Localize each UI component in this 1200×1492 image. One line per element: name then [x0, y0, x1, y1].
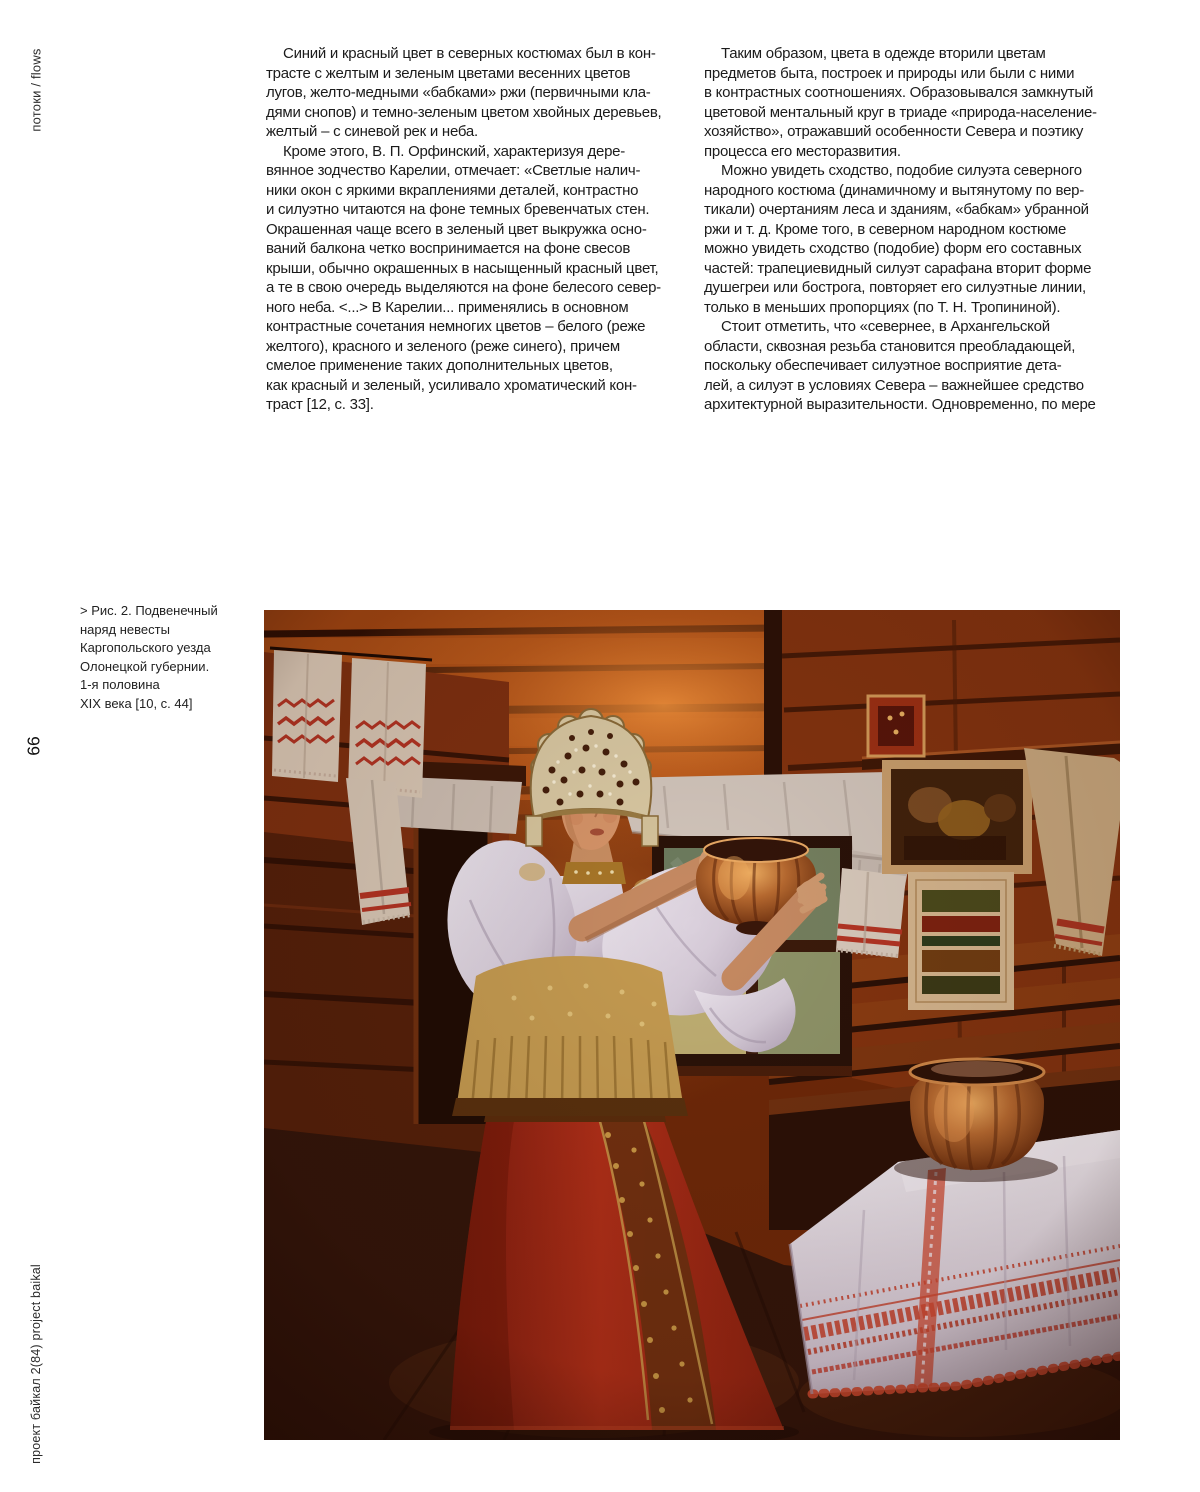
- paragraph: Синий и красный цвет в северных костюмах был в кон- трасте с желтым и зеленым цветами весенних цветов лугов, желто-медными «бабками» ржи (первичными кла- дями снопов) и темно-зеленым цветом хвойных деревьев, желтый – с синевой рек и неба.: [266, 45, 662, 140]
- journal-section-label: потоки / flows: [28, 48, 44, 132]
- journal-footer-label: проект байкал 2(84) project baikal: [29, 1264, 43, 1464]
- paragraph: Можно увидеть сходство, подобие силуэта северного народного костюма (динамичному и вытянутому по вер- тикали) очертаниям леса и зданиям, «бабкам» убранной ржи и т. д. Кроме того, в северном народном костюме можно увидеть сходство (подобие) форм его составных частей: трапециевидный силуэт сарафана вторит форме душегреи или бострога, повторяет его силуэтные линии, только в меньших пропорциях (по Т. Н. Тропининой).: [704, 162, 1092, 316]
- paragraph: Стоит отметить, что «севернее, в Архангельской области, сквозная резьба становится преобладающей, поскольку обеспечивает силуэтное восприятие дета- лей, а силуэт в условиях Севера – важнейшее средство архитектурной выразительности. Одновременно, по мере: [704, 318, 1096, 413]
- text-column-right: [704, 44, 1156, 415]
- photo-vignette: [264, 610, 1120, 1440]
- paragraph: Таким образом, цвета в одежде вторили цветам предметов быта, построек и природы или были с ними в контрастных соотношениях. Образовывался замкнутый цветовой ментальный круг в триаде «природа-население- хозяйство», отражавший особенности Севера и поэтику процесса его месторазвития.: [704, 45, 1097, 160]
- bride-photo-illustration: [264, 610, 1120, 1440]
- paragraph: Кроме этого, В. П. Орфинский, характеризуя дере- вянное зодчество Карелии, отмечает: «Светлые налич- ники окон с яркими вкраплениями деталей, контрастно и силуэтно читаются на фоне темных бревенчатых стен. Окрашенная чаще всего в зеленый цвет выкружка осно- ваний балкона четко воспринимается на фоне свесов крыши, обычно окрашенных в насыщенный красный цвет, а те в свою очередь выделяются на фоне белесого север- ного неба. <...> В Карелии... применялись в основном контрастные сочетания немногих цветов – белого (реже желтого), красного и зеленого (реже синего), причем смелое применение таких дополнительных цветов, как красный и зеленый, усиливало хроматический кон- траст [12, с. 33].: [266, 142, 661, 413]
- figure-photo: [264, 610, 1120, 1440]
- text-column-left: [266, 44, 702, 415]
- page-number: 66: [23, 736, 44, 756]
- figure-caption: > Рис. 2. Подвенечный наряд невесты Каргопольского уезда Олонецкой губернии. 1-я половина XIX века [10, с. 44]: [80, 603, 218, 711]
